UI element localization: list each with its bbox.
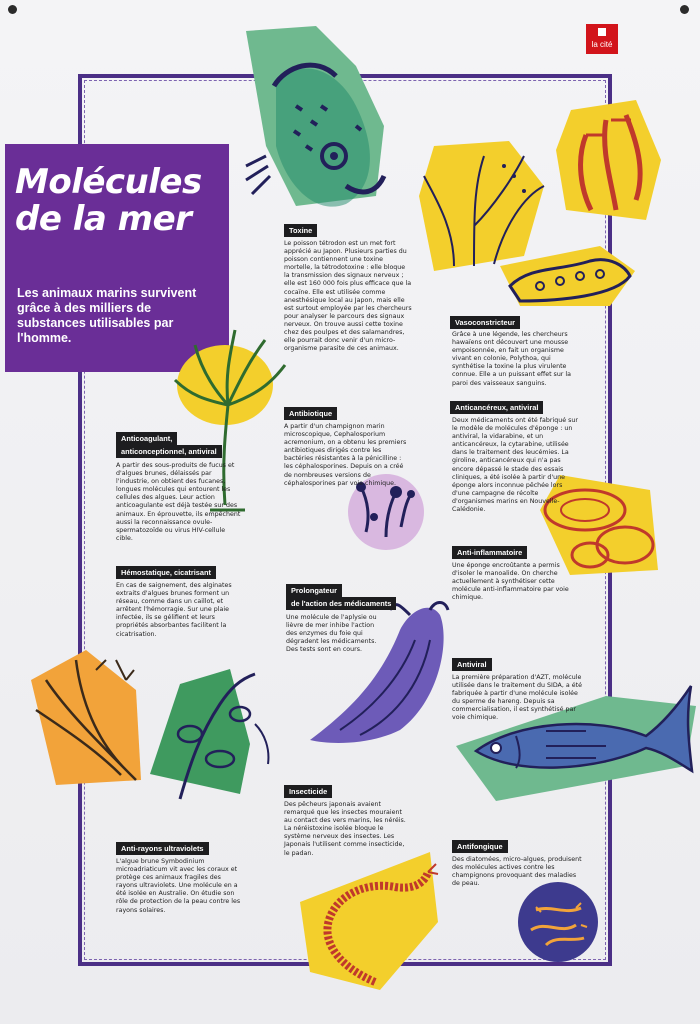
label-prolongateur-2: de l'action des médicaments	[286, 597, 396, 610]
text-antifongique: Des diatomées, micro-algues, produisent des molécules actives contre les champignons provoquant des maladies de peau.	[452, 856, 582, 888]
logo-text: la cité	[591, 40, 613, 49]
page-subtitle: Les animaux marins survivent grâce à des milliers de substances utilisables par l'homme.	[17, 286, 197, 345]
label-anticancereux: Anticancéreux, antiviral	[450, 401, 543, 414]
label-toxine: Toxine	[284, 224, 317, 237]
label-prolongateur-1: Prolongateur	[286, 584, 342, 597]
pufferfish-icon	[236, 26, 388, 216]
diatom-icon	[516, 880, 600, 964]
pin-icon	[8, 5, 17, 14]
text-anti-inflammatoire: Une éponge encroûtante a permis d'isoler le manoalide. On cherche actuellement à synthétiser cette molécule anti-inflammatoire par voie chimique.	[452, 562, 569, 602]
label-antiviral: Antiviral	[452, 658, 492, 671]
label-anti-uv: Anti-rayons ultraviolets	[116, 842, 209, 855]
text-anti-uv: L'algue brune Symbodinium microadriaticum vit avec les coraux et protège ces animaux fragiles des rayons ultraviolets. Une molécule en a été isolée en Australie. On étudie son rôle de protection de la peau contre les rayons solaires.	[116, 858, 241, 914]
label-antifongique: Antifongique	[452, 840, 508, 853]
text-hemostatique: En cas de saignement, des alginates extraits d'algues brunes forment un réseau, comme dans un caillot, et arrêtent l'hémorragie. Sur une plaie infectée, ils se gélifient et leurs propriétés absorbantes facilitent la cicatrisation.	[116, 582, 232, 638]
polyp-colony-icon	[500, 246, 638, 312]
text-insecticide: Des pêcheurs japonais avaient remarqué que les insectes mouraient au contact des vers marins, les néréis. La néréistoxine isolée bloque le système nerveux des insectes. Les Japonais l'utilisent comme insecticide, le padan.	[284, 801, 406, 857]
page-title	[15, 164, 202, 238]
text-toxine: Le poisson tétrodon est un met fort apprécié au Japon. Plusieurs parties du poisson contiennent une toxine mortelle, la tétrodotoxine : elle bloque la transmission des signaux nerveux ; elle est 160 000 fois plus efficace que la cocaïne. Elle est utilisée comme anesthésique local au Japon, mais elle est surtout employée par les chercheurs pour analyser le parcours des signaux nerveux. On trouve aussi cette toxine chez des poulpes et des salamandres, elle pourrait donc venir d'un micro-organisme parasite de ces animaux.	[284, 240, 412, 353]
text-anticancereux: Deux médicaments ont été fabriqué sur le modèle de molécules d'éponge : un antiviral, la vidarabine, et un anticancéreux, la cytarabine, utilisée dans le traitement des leucémies. La giroline, anticancéreux qui n'a pas encore dépassé le stade des essais cliniques, a été isolée à partir d'une éponge alors inconnue pêchée lors d'une campagne de récolte d'organismes marins en Nouvelle-Calédonie.	[452, 417, 578, 514]
text-antiviral: La première préparation d'AZT, molécule utilisée dans le traitement du SIDA, a été fabriquée à partir d'une molécule isolée du sperme de hareng. Depuis sa commercialisation, il est synthétisé par voie chimique.	[452, 674, 582, 722]
title-line-2: de la mer	[15, 199, 192, 239]
text-anticoagulant: A partir des sous-produits de fucus et d'algues brunes, délaissés par l'industrie, on obtient des fucanes, longues molécules qui entourent les cellules des algues. Leur action anticoagulante est déjà testée sur des animaux. En éprouvette, ils empêchent aussi la reconnaissance ovule-spermatozoïde ou virus HIV-cellule cible.	[116, 462, 241, 542]
la-cite-logo	[586, 24, 618, 54]
title-line-1: Molécules	[15, 162, 202, 202]
pin-icon	[680, 5, 689, 14]
algae-orange-icon	[26, 650, 146, 790]
text-antibiotique: A partir d'un champignon marin microscopique, Cephalosporium acremonium, on a obtenu les premiers antibiotiques dirigés contre les bactéries résistantes à la pénicilline : les céphalosporines. Depuis on a créé de nombreuses versions de céphalosporines par voie chimique.	[284, 423, 407, 487]
text-prolongateur: Une molécule de l'aplysie ou lièvre de mer inhibe l'action des enzymes du foie qui dégradent les médicaments. Des tests sont en cours.	[286, 614, 377, 654]
label-anti-inflammatoire: Anti-inflammatoire	[452, 546, 527, 559]
algae-green-icon	[140, 664, 280, 804]
label-hemostatique: Hémostatique, cicatrisant	[116, 566, 216, 579]
label-anticoagulant-1: Anticoagulant,	[116, 432, 177, 445]
label-antibiotique: Antibiotique	[284, 407, 337, 420]
coral-icon	[556, 100, 666, 224]
label-vasoconstricteur: Vasoconstricteur	[450, 316, 520, 329]
label-insecticide: Insecticide	[284, 785, 332, 798]
nereis-worm-icon	[300, 852, 440, 992]
text-vasoconstricteur: Grâce à une légende, les chercheurs hawaïens ont découvert une mousse empoisonnée, en fait un organisme vivant en colonie, Polythoa, qui synthétise la toxine la plus virulente connue. Elle a un puissant effet sur la paroi des vaisseaux sanguins.	[452, 331, 572, 387]
label-anticoagulant-2: anticonceptionnel, antiviral	[116, 445, 222, 458]
